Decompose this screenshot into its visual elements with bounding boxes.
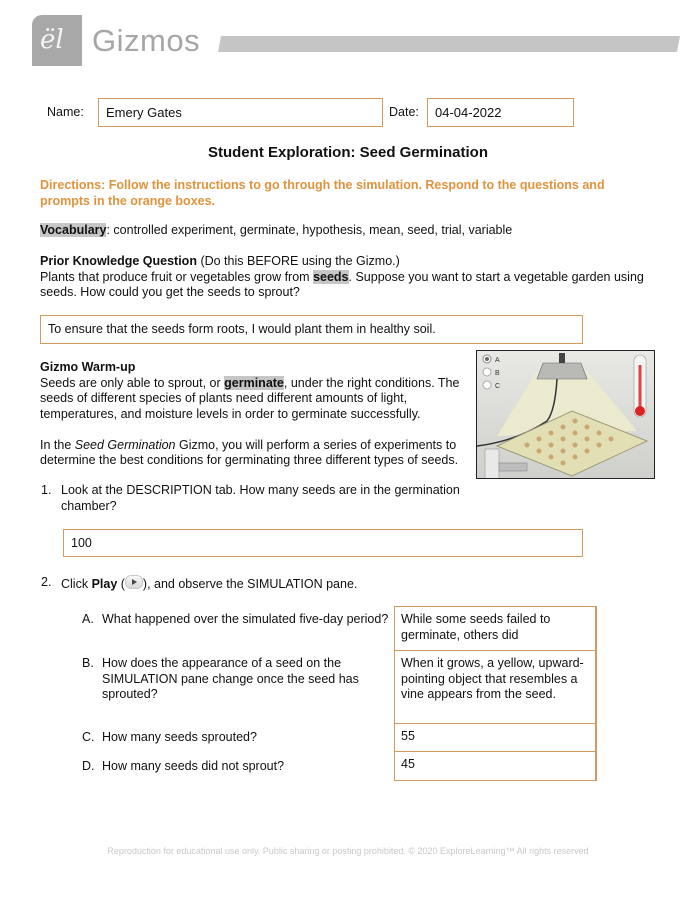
page-title: Student Exploration: Seed Germination [207,144,489,161]
question-2-answer-table [394,606,597,781]
warmup-paragraph-2: In the Seed Germination Gizmo, you will perform a series of experiments to determine the best conditions for germinating three different types of seeds. [40,437,459,467]
logo-icon: ël [40,25,64,55]
warmup-section [40,360,465,469]
vocabulary-terms: controlled experiment, germinate, hypothesis, mean, seed, trial, variable [109,223,513,237]
vocabulary-line: Vocabulary: controlled experiment, germinate, hypothesis, mean, seed, trial, variable [40,223,513,237]
directions-text: Directions: Follow the instructions to go through the simulation. Respond to the questions and prompts in the orange boxes. [40,178,605,208]
question-2d-answer[interactable]: 45 [401,757,415,771]
copyright-footer: Reproduction for educational use only. Public sharing or posting prohibited. © 2020 ExploreLearning™ All rights reserved [107,846,589,856]
warmup-paragraph-1: Seeds are only able to sprout, or germinate, under the right conditions. The seeds of different species of plants need different amounts of light, temperatures, and moisture levels in order to germinate successfully. [40,375,460,421]
svg-text:C: C [495,383,501,390]
question-2b-letter: B. [82,656,94,670]
prior-knowledge-question: Plants that produce fruit or vegetables grow from seeds. Suppose you want to start a vegetable garden using seeds. How could you get the seeds to sprout? [40,269,644,299]
question-2b-answer[interactable]: When it grows, a yellow, upward-pointing object that resembles a vine appears from the seed. [395,651,595,724]
question-2d-text: How many seeds did not sprout? [102,759,285,773]
question-2b-text: How does the appearance of a seed on the SIMULATION pane change once the seed has sprouted? [102,656,359,701]
question-2-text: Click Play ( ), and observe the SIMULATION pane. [61,577,358,591]
gizmo-germination-chamber-image [476,350,655,479]
warmup-heading: Gizmo Warm-up [40,360,136,374]
prior-knowledge-section: Prior Knowledge Question (Do this BEFORE using the Gizmo.) Plants that produce fruit or vegetables grow from seeds. Suppose you want to start a vegetable garden using seeds. How could you get the seeds to sprout? [40,254,660,301]
question-2d-letter: D. [82,759,95,773]
prior-knowledge-heading: Prior Knowledge Question [40,254,197,268]
germination-chamber-illustration [477,351,655,479]
date-field[interactable]: 04-04-2022 [427,98,574,127]
svg-text:B: B [495,370,500,377]
question-1-answer[interactable]: 100 [63,529,583,557]
name-field[interactable]: Emery Gates [98,98,383,127]
question-2c-text: How many seeds sprouted? [102,730,257,744]
question-2-number: 2. [41,575,52,589]
date-label: Date: [389,105,419,119]
prior-knowledge-answer[interactable]: To ensure that the seeds form roots, I would plant them in healthy soil. [40,315,583,344]
vocabulary-label: Vocabulary [40,223,107,237]
brand-name: Gizmos [92,23,201,58]
question-2a-letter: A. [82,612,94,626]
question-2a-text: What happened over the simulated five-day period? [102,612,389,626]
play-icon [125,575,143,589]
svg-text:A: A [495,357,500,364]
name-label: Name: [47,105,84,119]
question-2a-answer[interactable]: While some seeds failed to germinate, others did [395,607,595,651]
question-1-number: 1. [41,483,52,497]
question-1-text: Look at the DESCRIPTION tab. How many seeds are in the germination chamber? [61,483,460,513]
question-2c-answer[interactable]: 55 [395,724,595,752]
question-2c-letter: C. [82,730,95,744]
header-bar [218,36,680,52]
option-radio-group [483,355,491,389]
